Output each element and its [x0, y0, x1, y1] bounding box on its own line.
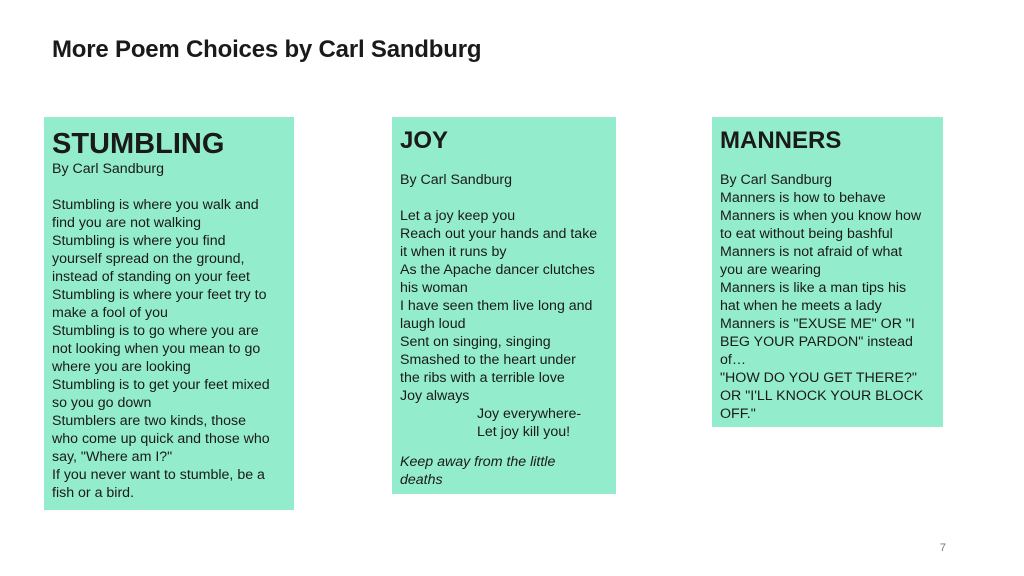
poem-line: make a fool of you [52, 305, 168, 321]
poem-line: Manners is not afraid of what [720, 244, 903, 260]
poem-line: If you never want to stumble, be a [52, 467, 265, 483]
poem-line: "HOW DO YOU GET THERE?" [720, 370, 917, 386]
poem-line: say, "Where am I?" [52, 449, 173, 465]
poem-line: you are wearing [720, 262, 821, 278]
poem-line: fish or a bird. [52, 485, 135, 501]
poem-line: Manners is "EXUSE ME" OR "I [720, 316, 915, 332]
poem-line: the ribs with a terrible love [400, 370, 565, 386]
poem-line: Manners is how to behave [720, 190, 886, 206]
poem-title: JOY [400, 127, 449, 154]
poem-line: OFF." [720, 406, 756, 422]
poem-body [400, 207, 608, 405]
poem-line: it when it runs by [400, 244, 507, 260]
poem-title: MANNERS [720, 127, 842, 154]
poem-line: who come up quick and those who [52, 431, 270, 447]
poem-byline: By Carl Sandburg [720, 172, 832, 188]
poem-line: find you are not walking [52, 215, 202, 231]
poem-card-manners [712, 117, 943, 427]
poem-line: hat when he meets a lady [720, 298, 882, 314]
poem-card-stumbling [44, 117, 294, 510]
poem-body [52, 196, 286, 502]
poem-line: BEG YOUR PARDON" instead [720, 334, 913, 350]
poem-line: I have seen them live long and [400, 298, 593, 314]
poem-line: Stumbling is where your feet try to [52, 287, 267, 303]
poem-line: where you are looking [52, 359, 191, 375]
poem-line: OR "I'LL KNOCK YOUR BLOCK [720, 388, 924, 404]
poem-line: deaths [400, 472, 443, 488]
page-number: 7 [939, 542, 946, 554]
poem-line: Stumbling is where you walk and [52, 197, 259, 213]
poem-line: As the Apache dancer clutches [400, 262, 595, 278]
poem-byline: By Carl Sandburg [52, 161, 164, 177]
poem-line: Manners is when you know how [720, 208, 922, 224]
poem-line: of… [720, 352, 747, 368]
poem-line: not looking when you mean to go [52, 341, 261, 357]
poem-line: Sent on singing, singing [400, 334, 551, 350]
poem-line: Smashed to the heart under [400, 352, 576, 368]
poem-line: Let a joy keep you [400, 208, 516, 224]
poem-line: Stumbling is where you find [52, 233, 226, 249]
poem-card-joy [392, 117, 616, 494]
poem-line: laugh loud [400, 316, 466, 332]
poem-italic-coda [400, 453, 608, 489]
poem-line: Joy always [400, 388, 470, 404]
poem-indented-stanza [400, 405, 608, 441]
poem-line: yourself spread on the ground, [52, 251, 245, 267]
poem-line: Stumblers are two kinds, those [52, 413, 246, 429]
poem-line: to eat without being bashful [720, 226, 893, 242]
poem-line: Stumbling is to get your feet mixed [52, 377, 270, 393]
slide-title: More Poem Choices by Carl Sandburg [52, 36, 482, 63]
poem-body [720, 189, 935, 423]
poem-line: Stumbling is to go where you are [52, 323, 259, 339]
poem-line: so you go down [52, 395, 152, 411]
poem-byline: By Carl Sandburg [400, 172, 512, 188]
poem-line: Let joy kill you! [477, 424, 571, 440]
poem-line: instead of standing on your feet [52, 269, 250, 285]
poem-line: Joy everywhere- [477, 406, 582, 422]
poem-line: Manners is like a man tips his [720, 280, 907, 296]
poem-line: Keep away from the little [400, 454, 556, 470]
poem-title: STUMBLING [52, 128, 225, 160]
poem-line: his woman [400, 280, 468, 296]
poem-line: Reach out your hands and take [400, 226, 598, 242]
